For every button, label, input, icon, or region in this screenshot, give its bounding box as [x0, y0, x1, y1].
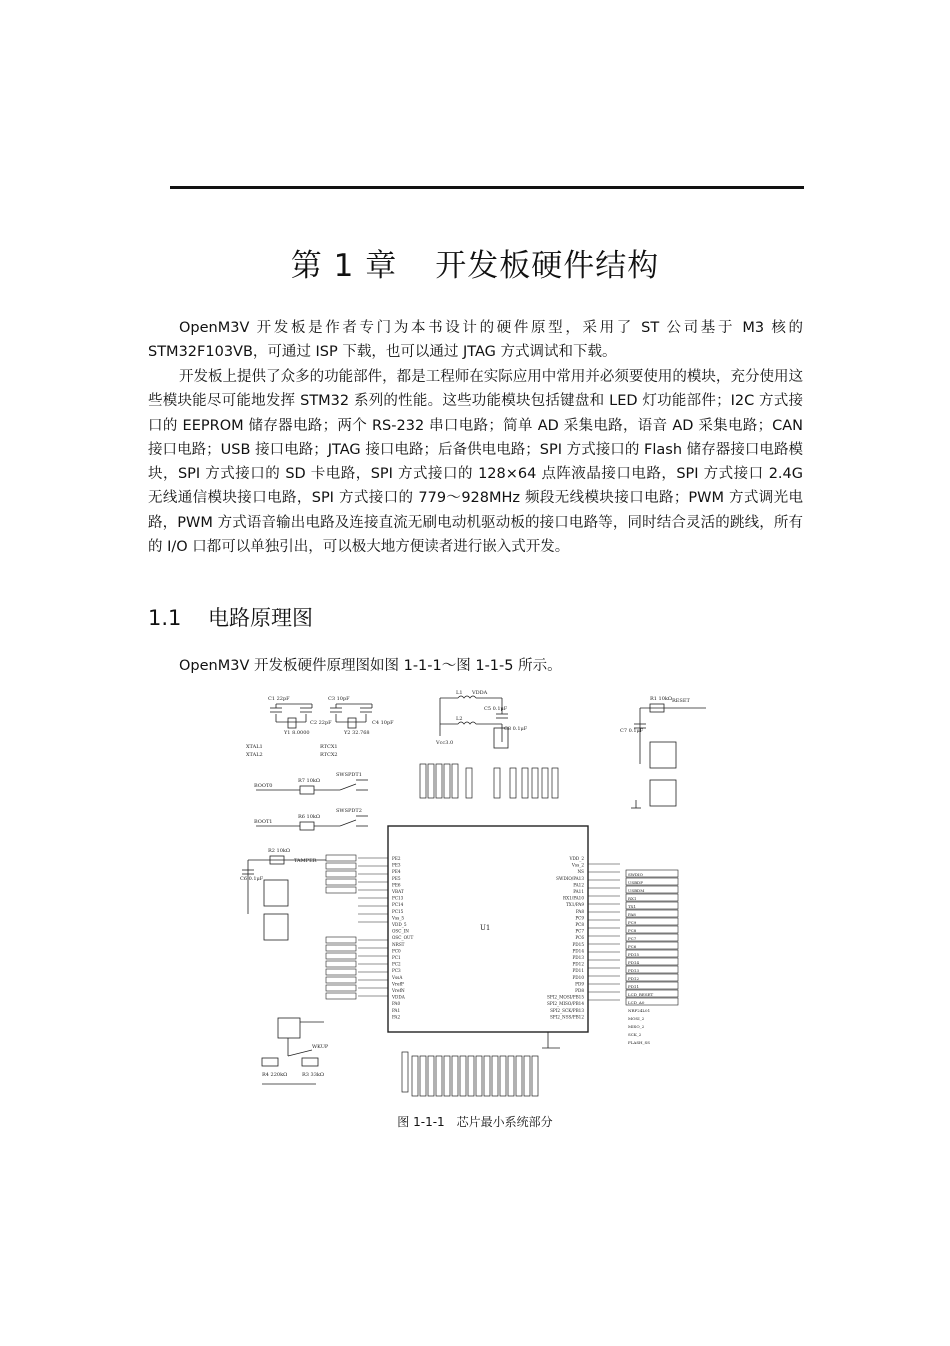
- right-pin-12: PC6: [575, 935, 584, 941]
- header-rule: [170, 186, 804, 189]
- right-net-11: PD14: [628, 960, 639, 965]
- right-net-13: PD12: [628, 976, 639, 981]
- right-pin-20: PD8: [575, 988, 584, 993]
- l2-label: L2: [456, 716, 463, 722]
- right-pin-15: PD13: [572, 955, 584, 960]
- right-pin-0: VDD_2: [569, 856, 584, 861]
- right-net-20: SCK_2: [628, 1032, 642, 1037]
- tamper-label: TAMPER: [294, 858, 317, 864]
- schematic-figure: [240, 684, 706, 1100]
- right-net-7: PC8: [628, 928, 637, 933]
- r2-label: R2 10kΩ: [268, 848, 291, 854]
- r7-label: R7 10kΩ: [298, 778, 321, 784]
- right-pin-4: PA12: [573, 882, 584, 888]
- right-pin-14: PD14: [572, 948, 584, 954]
- left-pin-names: [391, 856, 414, 1019]
- left-pin-10: VDD_5: [392, 922, 407, 927]
- right-pin-5: PA11: [573, 889, 584, 894]
- right-pin-16: PD12: [572, 961, 584, 967]
- right-pin-18: PD10: [572, 974, 584, 980]
- right-pin-3: SWDIO/PA13: [556, 875, 584, 881]
- right-pin-2: NS: [577, 869, 584, 875]
- swspdt2-label: SWSPDT2: [336, 808, 362, 814]
- rtcx1-label: RTCX1: [320, 744, 338, 750]
- boot1-label: BOOT1: [254, 819, 273, 825]
- left-pin-11: OSC_IN: [392, 928, 409, 934]
- boot0-label: BOOT0: [254, 783, 273, 789]
- right-net-18: MOSI_2: [628, 1016, 645, 1021]
- c7-label: C7 0.1μF: [620, 728, 644, 734]
- left-pin-15: PC1: [392, 955, 401, 960]
- right-net-5: PA8: [628, 912, 636, 917]
- y2-label: Y2 32.768: [344, 730, 370, 736]
- left-pin-20: VrefN: [392, 988, 405, 993]
- paragraph-1: OpenM3V 开发板是作者专门为本书设计的硬件原型，采用了 ST 公司基于 M3 核的 STM32F103VB，可通过 ISP 下载，也可以通过 JTAG 方式调试和下载。: [148, 320, 803, 361]
- vdda-label: VDDA: [472, 690, 488, 696]
- right-pin-10: PC8: [575, 922, 584, 927]
- right-net-17: NRF24L01: [628, 1008, 651, 1013]
- left-pin-13: NRST: [392, 941, 405, 947]
- c3-label: C3 10pF: [328, 696, 350, 702]
- c5-label: C5 0.1μF: [484, 706, 508, 712]
- right-net-3: RX1: [628, 896, 637, 901]
- reset-label: RESET: [672, 698, 690, 704]
- right-pin-17: PD11: [572, 968, 584, 974]
- chapter-number: 第 1 章: [290, 248, 398, 284]
- chapter-title: 开发板硬件结构: [435, 248, 660, 284]
- chapter-heading: [0, 240, 950, 285]
- left-pin-6: PC13: [392, 895, 404, 901]
- left-pin-7: PC14: [392, 902, 404, 908]
- left-pin-12: OSC_OUT: [392, 935, 414, 941]
- left-pin-3: PE5: [392, 875, 401, 881]
- c2-label: C2 22pF: [310, 720, 332, 726]
- left-pin-5: VBAT: [392, 889, 404, 894]
- r6-label: R6 10kΩ: [298, 814, 321, 820]
- left-pin-18: VssA: [392, 974, 403, 980]
- right-pin-22: SPI2_MISO/PB14: [547, 1001, 584, 1007]
- left-pin-24: PA2: [392, 1014, 401, 1020]
- right-net-19: MISO_2: [628, 1024, 645, 1029]
- right-pin-6: RX1/PA10: [563, 895, 584, 901]
- right-net-6: PC9: [628, 920, 637, 925]
- left-pin-14: PC0: [392, 948, 401, 954]
- wkup-label: WKUP: [312, 1044, 329, 1050]
- right-pin-24: SPI2_NSS/PB12: [549, 1014, 584, 1020]
- right-pin-23: SPI2_SCK/PB13: [550, 1007, 584, 1013]
- swspdt1-label: SWSPDT1: [336, 772, 362, 778]
- r3-label: R3 33kΩ: [302, 1072, 325, 1078]
- c4-label: C4 10pF: [372, 720, 394, 726]
- intro-paragraph: OpenM3V 开发板硬件原理图如图 1-1-1～图 1-1-5 所示。: [179, 658, 562, 674]
- left-pin-16: PC2: [392, 961, 401, 967]
- right-net-12: PD13: [628, 968, 639, 973]
- vcc-label: Vcc3.0: [436, 740, 454, 746]
- right-net-4: TX1: [628, 904, 637, 909]
- right-net-0: SWDIO: [628, 872, 643, 877]
- xtal1-label: XTAL1: [246, 744, 263, 750]
- right-net-15: LCD_RESET: [628, 992, 654, 997]
- right-net-8: PC7: [628, 936, 637, 941]
- section-title: 电路原理图: [208, 606, 313, 630]
- right-pin-13: PD15: [572, 941, 584, 947]
- y1-label: Y1 8.0000: [284, 730, 310, 736]
- paragraph-2: 开发板上提供了众多的功能部件，都是工程师在实际应用中常用并必须要使用的模块，充分使用这些模块能尽可能地发挥 STM32 系列的性能。这些功能模块包括键盘和 LED 灯功能部件；I2C 方式接口的 EEPROM 储存器电路；两个 RS-232 串口电路；简单 AD 采集电路，语音 AD 采集电路；CAN 接口电路；USB 接口电路；JTAG 接口电路；后备供电电路；SPI 方式接口的 Flash 储存器接口电路模块，SPI 方式接口的 SD 卡电路，SPI 方式接口的 128×64 点阵液晶接口电路，SPI 方式接口 2.4G 无线通信模块接口电路，SPI 方式接口的 779～928MHz 频段无线模块接口电路；PWM 方式调光电路，PWM 方式语音输出电路及连接直流无刷电动机驱动板的接口电路等，同时结合灵活的跳线，所有的 I/O 口都可以单独引出，可以极大地方便读者进行嵌入式开发。: [148, 369, 803, 556]
- right-pin-1: Vss_2: [571, 862, 584, 868]
- right-pin-names: [547, 856, 584, 1019]
- right-net-21: FLASH_SS: [628, 1040, 650, 1045]
- right-pin-21: SPI2_MOSI/PB15: [547, 994, 584, 1000]
- c6-label: C6 0.1μF: [240, 876, 264, 882]
- left-pin-0: PE2: [392, 856, 401, 861]
- figure-caption: 图 1-1-1 芯片最小系统部分: [397, 1115, 553, 1129]
- right-pin-7: TX1/PA9: [566, 902, 584, 908]
- left-pin-21: VDDA: [392, 994, 405, 1000]
- left-pin-1: PE3: [392, 862, 401, 868]
- rtcx2-label: RTCX2: [320, 752, 338, 758]
- section-number: 1.1: [148, 606, 182, 630]
- left-pin-9: Vss_5: [392, 915, 405, 921]
- l1-label: L1: [456, 690, 463, 696]
- schematic-svg: [240, 684, 706, 1100]
- right-net-1: USBDP: [628, 880, 643, 885]
- left-pin-19: VrefP: [392, 981, 404, 987]
- c8-label: C8 0.1μF: [504, 726, 528, 732]
- right-pin-11: PC7: [575, 928, 584, 934]
- xtal2-label: XTAL2: [246, 752, 263, 758]
- c1-label: C1 22pF: [268, 696, 290, 702]
- r1-label: R1 10kΩ: [650, 696, 673, 702]
- right-net-2: USBDM: [628, 888, 645, 893]
- section-heading: [148, 602, 313, 632]
- right-net-14: PD11: [628, 984, 639, 989]
- left-pin-8: PC15: [392, 908, 404, 914]
- top-pin-headers: [420, 764, 558, 798]
- left-pin-2: PE4: [392, 869, 401, 875]
- right-net-9: PC6: [628, 944, 637, 949]
- left-pin-22: PA0: [392, 1001, 401, 1007]
- left-pin-4: PE6: [392, 882, 401, 888]
- right-pin-19: PD9: [575, 981, 584, 987]
- chip-label: U1: [480, 924, 491, 932]
- left-pin-17: PC3: [392, 968, 401, 974]
- right-net-10: PD15: [628, 952, 639, 957]
- r4-label: R4 220kΩ: [262, 1072, 288, 1078]
- left-pin-23: PA1: [392, 1007, 401, 1013]
- bottom-pin-headers: [402, 1052, 538, 1096]
- right-pin-9: PC9: [575, 915, 584, 921]
- right-pin-8: PA8: [575, 908, 584, 914]
- left-net-labels: [326, 855, 356, 999]
- right-net-16: LCD_A0: [628, 1000, 645, 1005]
